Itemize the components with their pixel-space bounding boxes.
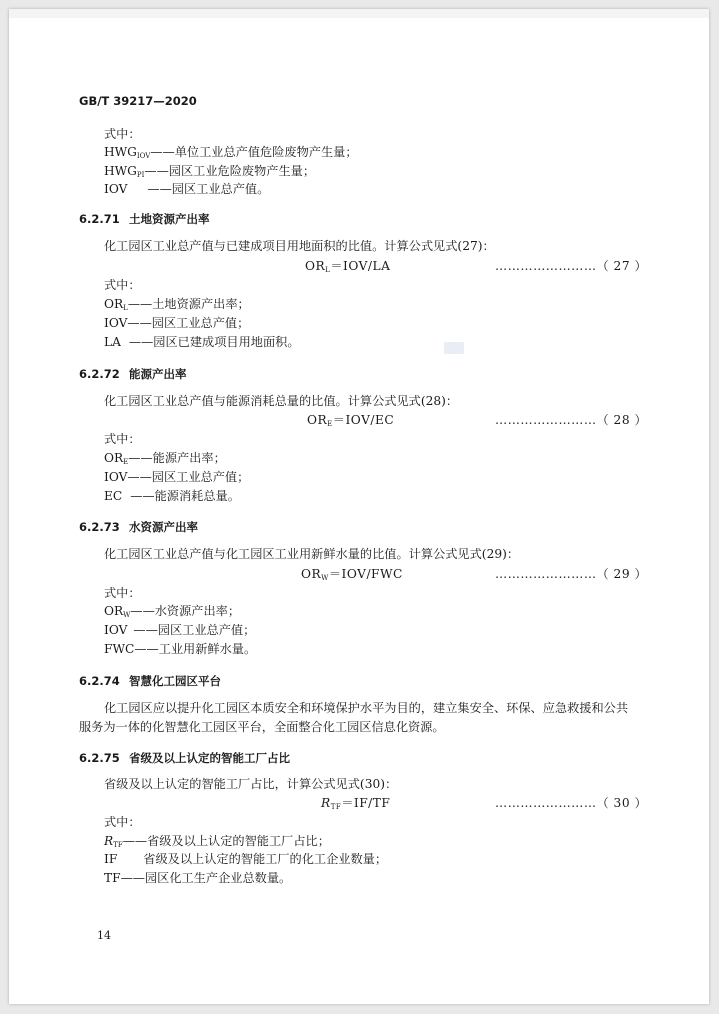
formula-subscript: W [321,574,329,582]
symbol-subscript: TF [113,841,123,849]
formula-rhs: ＝IF/TF [341,796,391,810]
formula-rhs: ＝IOV/LA [330,259,391,273]
section-heading [79,519,198,535]
definition-line [104,870,291,886]
scan-top-edge [9,9,709,18]
symbol: FWC [104,642,135,656]
definition-text: ——园区工业总产值； [133,623,256,637]
definition-text: ——单位工业总产值危险废物产生量； [150,145,358,159]
standard-number: GB/T 39217—2020 [79,94,197,108]
definition-text: ——园区工业总产值。 [147,182,270,196]
where-label: 式中： [104,815,141,829]
page-number: 14 [97,929,111,942]
formula [305,257,390,274]
where-label: 式中： [104,586,141,600]
symbol: IF [104,852,118,866]
definition-line [104,163,315,179]
section-heading [79,366,187,382]
definition-line [104,296,250,312]
symbol: OR [104,451,124,465]
symbol: HWG [104,145,137,159]
symbol: HWG [104,164,137,178]
definition-text: ——水资源产出率； [130,604,241,618]
section-title: 智慧化工园区平台 [129,674,221,688]
where-label: 式中： [104,432,141,446]
section-intro: 化工园区工业总产值与能源消耗总量的比值。计算公式见式(28)： [104,394,459,408]
section-number: 6.2.75 [79,751,120,765]
definition-line [104,144,358,160]
formula-subscript: TF [330,803,342,811]
definition-line [104,641,256,657]
formula-rhs: ＝IOV/EC [332,413,395,427]
formula-rhs: ＝IOV/FWC [328,567,403,581]
paragraph-line: 服务为一体的化智慧化工园区平台，全面整合化工园区信息化资源。 [79,720,445,734]
symbol: IOV [104,316,128,330]
definition-text: ——能源消耗总量。 [130,489,240,503]
symbol: LA [104,335,121,349]
section-intro: 化工园区工业总产值与化工园区工业用新鲜水量的比值。计算公式见式(29)： [104,547,520,561]
definition-text: 省级及以上认定的智能工厂的化工企业数量； [143,852,388,866]
formula-subscript: L [325,266,331,274]
definition-line [104,488,240,504]
symbol-subscript: PI [136,171,145,179]
formula [321,794,390,811]
symbol: OR [104,604,124,618]
definition-line [104,181,269,197]
section-number: 6.2.72 [79,367,120,381]
section-heading [79,750,290,766]
formula-lhs: OR [307,413,328,427]
definition-text: ——能源产出率； [128,451,226,465]
section-number: 6.2.71 [79,212,120,226]
symbol: EC [104,489,123,503]
definition-line [104,833,330,849]
symbol: IOV [104,182,128,196]
section-heading [79,673,221,689]
symbol: IOV [104,623,128,637]
definition-text: ——省级及以上认定的智能工厂占比； [122,834,330,848]
symbol-subscript: IOV [136,152,151,160]
equation-number: ……………………（ 29 ） [495,567,648,581]
where-label: 式中： [104,127,141,141]
definition-line [104,603,240,619]
paragraph-line: 化工园区应以提升化工园区本质安全和环境保护水平为目的，建立集安全、环保、应急救援和公共 [104,701,629,715]
definition-line [104,315,249,331]
equation-number: ……………………（ 27 ） [495,259,648,273]
definition-text: ——园区已建成项目用地面积。 [128,335,300,349]
definition-line [104,334,300,350]
equation-number: ……………………（ 28 ） [495,413,648,427]
definition-text: ——土地资源产出率； [127,297,250,311]
section-title: 土地资源产出率 [129,212,210,226]
symbol-subscript: W [123,611,131,619]
formula-lhs: R [321,796,331,810]
symbol-subscript: E [123,458,129,466]
definition-text: ——园区工业总产值； [127,316,250,330]
definition-text: ——工业用新鲜水量。 [134,642,257,656]
equation-number: ……………………（ 30 ） [495,796,648,810]
symbol-subscript: L [123,304,128,312]
section-heading [79,211,210,227]
section-number: 6.2.73 [79,520,120,534]
section-number: 6.2.74 [79,674,120,688]
symbol: TF [104,871,121,885]
formula [307,411,394,428]
definition-text: ——园区化工生产企业总数量。 [120,871,292,885]
symbol: IOV [104,470,128,484]
formula-subscript: E [327,420,333,428]
definition-text: ——园区工业总产值； [127,470,250,484]
watermark-logo [444,342,464,354]
definition-line [104,450,226,466]
symbol: OR [104,297,124,311]
formula-lhs: OR [305,259,326,273]
where-label: 式中： [104,278,141,292]
section-title: 水资源产出率 [129,520,198,534]
section-title: 省级及以上认定的智能工厂占比 [129,751,290,765]
section-intro: 省级及以上认定的智能工厂占比，计算公式见式(30)： [104,777,398,791]
definition-line [104,851,387,867]
section-intro: 化工园区工业总产值与已建成项目用地面积的比值。计算公式见式(27)： [104,239,495,253]
section-title: 能源产出率 [129,367,187,381]
definition-line [104,469,249,485]
definition-text: ——园区工业危险废物产生量； [144,164,316,178]
formula [301,565,403,582]
definition-line [104,622,255,638]
formula-lhs: OR [301,567,322,581]
document-page [9,9,709,1004]
symbol: R [104,834,114,848]
